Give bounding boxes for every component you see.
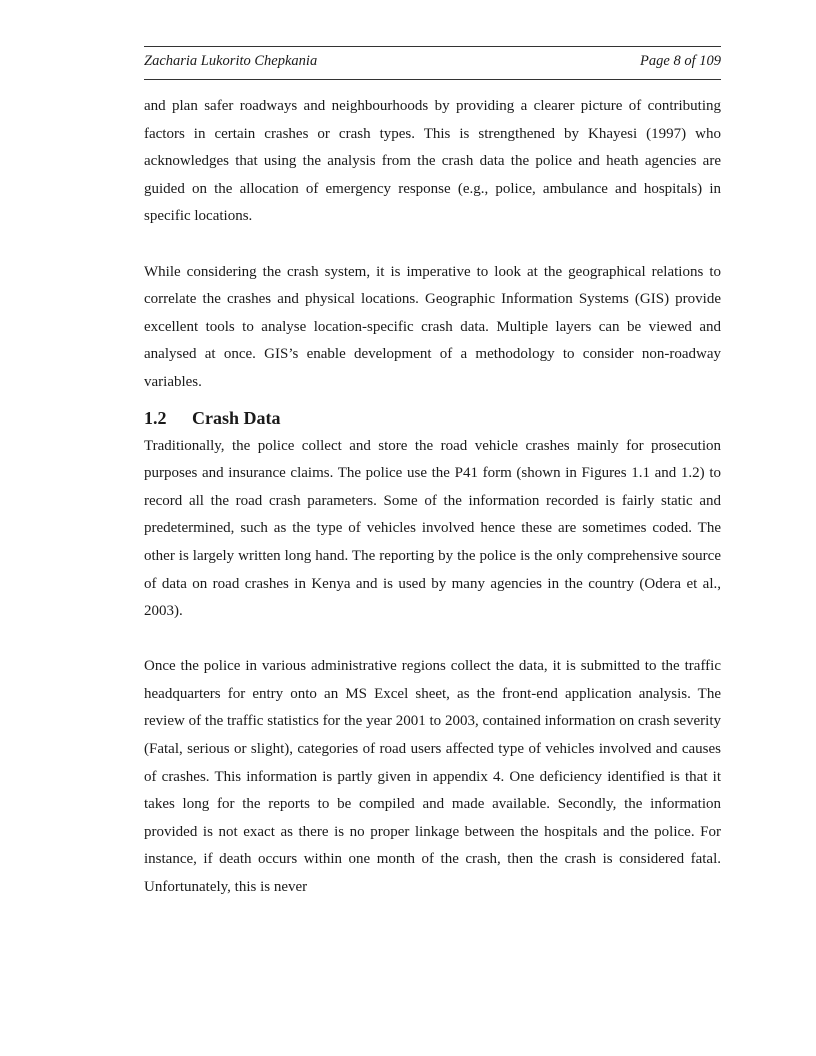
paragraph-crash-data: Traditionally, the police collect and store the road vehicle crashes mainly for prosecution purposes and insurance claims. The police use the P41 form (shown in Figures 1.1 and 1.2) to record all the road crash parameters. Some of the information recorded is fairly static and predetermined, such as the type of vehicles involved hence these are sometimes coded. The other is largely written long hand. The reporting by the police is the only comprehensive source of data on road crashes in Kenya and is used by many agencies in the country (Odera et al., 2003).	[144, 437, 721, 620]
page-body	[144, 93, 721, 902]
paragraph-continuation: and plan safer roadways and neighbourhoods by providing a clearer picture of contributing factors in certain crashes or crash types. This is strengthened by Khayesi (1997) who acknowledges that using the analysis from the crash data the police and heath agencies are guided on the allocation of emergency response (e.g., police, ambulance and hospitals) in specific locations.	[144, 98, 721, 225]
section-title: Crash Data	[192, 407, 281, 428]
paragraph-gis: While considering the crash system, it is imperative to look at the geographical relations to correlate the crashes and physical locations. Geographic Information Systems (GIS) provide excellent tools to analyse location-specific crash data. Multiple layers can be viewed and analysed at once. GIS’s enable development of a methodology to consider non-roadway variables.	[144, 263, 721, 390]
paragraph-data-processing: Once the police in various administrative regions collect the data, it is submitted to the traffic headquarters for entry onto an MS Excel sheet, as the front-end application analysis. The review of the traffic statistics for the year 2001 to 2003, contained information on crash severity (Fatal, serious or slight), categories of road users affected type of vehicles involved and causes of crashes. This information is partly given in appendix 4. One deficiency identified is that it takes long for the reports to be compiled and made available. Secondly, the information provided is not exact as there is no proper linkage between the hospitals and the police. For instance, if death occurs within one month of the crash, then the crash is considered fatal. Unfortunately, this is never	[144, 658, 721, 896]
section-number: 1.2	[144, 407, 167, 428]
section-heading	[144, 406, 721, 430]
header-page-number: Page 8 of 109	[640, 53, 721, 69]
page-header	[144, 46, 721, 80]
header-author: Zacharia Lukorito Chepkania	[144, 53, 318, 69]
